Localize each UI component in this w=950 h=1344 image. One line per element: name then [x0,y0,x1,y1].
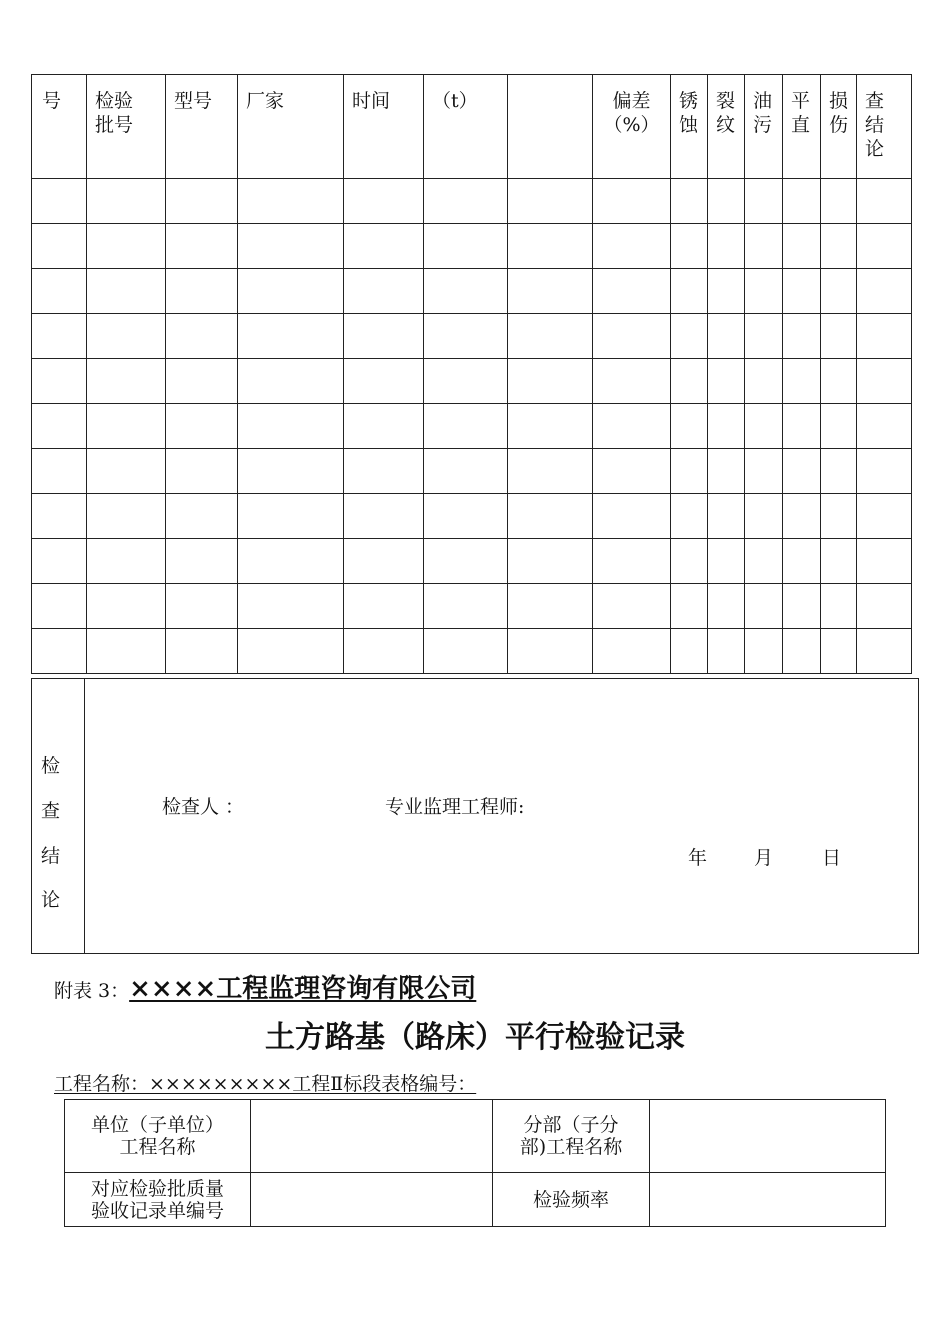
table-cell[interactable] [344,359,424,404]
table-cell[interactable] [821,224,857,269]
table-cell[interactable] [857,179,912,224]
header-text: 论 [865,138,885,160]
table-cell[interactable] [87,404,166,449]
table-cell[interactable] [708,269,745,314]
table-cell[interactable] [508,449,593,494]
table-cell[interactable] [708,224,745,269]
inspection-table [31,74,912,674]
table-row [32,449,912,494]
table-cell[interactable] [593,629,671,674]
column-header [821,75,857,179]
table-cell[interactable] [424,359,508,404]
table-cell[interactable] [508,584,593,629]
table-cell[interactable] [593,449,671,494]
table-cell[interactable] [238,359,344,404]
table-cell[interactable] [424,539,508,584]
table-cell[interactable] [32,629,87,674]
table-cell[interactable] [671,314,708,359]
table-cell[interactable] [745,494,783,539]
table-row [32,629,912,674]
table-cell[interactable] [166,359,238,404]
table-cell[interactable] [821,359,857,404]
table-cell[interactable] [238,404,344,449]
table-cell[interactable] [593,269,671,314]
table-cell[interactable] [32,269,87,314]
date-day: 日 [822,847,842,869]
table-cell[interactable] [87,494,166,539]
frequency-label: 检验频率 [493,1173,650,1227]
table-cell[interactable] [671,539,708,584]
table-cell[interactable] [424,494,508,539]
sub-project-value[interactable] [650,1100,886,1173]
table-cell[interactable] [708,584,745,629]
table-cell[interactable] [745,404,783,449]
inspector-label: 检查人 ： [162,796,245,818]
table-cell[interactable] [857,314,912,359]
table-cell[interactable] [593,584,671,629]
column-header [508,75,593,179]
table-cell[interactable] [344,269,424,314]
table-cell[interactable] [783,584,821,629]
table-cell[interactable] [508,224,593,269]
table-cell[interactable] [508,359,593,404]
table-cell[interactable] [783,179,821,224]
table-cell[interactable] [508,539,593,584]
table-cell[interactable] [671,449,708,494]
table-cell[interactable] [745,179,783,224]
header-text: 污 [753,114,773,136]
engineer-label: 专业监理工程师: [385,796,525,818]
table-row [32,179,912,224]
table-cell[interactable] [166,584,238,629]
table-cell[interactable] [593,539,671,584]
date-month: 月 [754,847,774,869]
form-title: 土方路基（路床）平行检验记录 [265,1020,685,1055]
table-cell[interactable] [238,449,344,494]
table-cell[interactable] [32,314,87,359]
table-cell[interactable] [671,359,708,404]
column-header [708,75,745,179]
table-cell[interactable] [708,629,745,674]
project-name-line: 工程名称：×××××××××工程Ⅱ标段表格编号： [54,1073,477,1095]
table-cell[interactable] [593,359,671,404]
info-row [65,1100,886,1173]
conclusion-side-label [32,679,85,953]
table-cell[interactable] [857,629,912,674]
table-cell[interactable] [857,359,912,404]
table-cell[interactable] [783,539,821,584]
table-cell[interactable] [821,629,857,674]
header-text: （%） [603,114,660,136]
column-header [745,75,783,179]
column-header [671,75,708,179]
table-cell[interactable] [424,629,508,674]
table-cell[interactable] [344,404,424,449]
table-cell[interactable] [238,494,344,539]
column-header [238,75,344,179]
table-cell[interactable] [32,179,87,224]
header-text: 伤 [829,114,849,136]
header-text: 直 [791,114,811,136]
table-row [32,494,912,539]
header-text: 平 [791,90,811,112]
table-cell[interactable] [745,629,783,674]
table-cell[interactable] [745,539,783,584]
table-body [32,179,912,674]
table-cell[interactable] [238,629,344,674]
header-text: 结 [865,114,885,136]
header-text: 型号 [174,90,213,112]
column-header [344,75,424,179]
header-text: 偏差 [612,90,651,112]
table-cell[interactable] [821,494,857,539]
header-text: 纹 [716,114,736,136]
table-cell[interactable] [508,314,593,359]
table-cell[interactable] [671,179,708,224]
table-cell[interactable] [344,629,424,674]
table-cell[interactable] [508,269,593,314]
side-char: 检 [41,755,61,777]
table-cell[interactable] [745,224,783,269]
table-cell[interactable] [745,359,783,404]
table-cell[interactable] [708,539,745,584]
table-cell[interactable] [424,224,508,269]
table-cell[interactable] [708,404,745,449]
table-cell[interactable] [424,314,508,359]
table-cell[interactable] [87,359,166,404]
column-header [593,75,671,179]
date-year: 年 [688,847,708,869]
table-cell[interactable] [857,494,912,539]
table-cell[interactable] [745,584,783,629]
column-header [32,75,87,179]
header-text: 锈 [679,90,699,112]
table-cell[interactable] [708,449,745,494]
table-cell[interactable] [166,494,238,539]
table-cell[interactable] [671,404,708,449]
table-cell[interactable] [238,224,344,269]
sub-project-label: 分部（子分 部)工程名称 [493,1100,650,1173]
column-header [783,75,821,179]
table-row [32,359,912,404]
inspection-conclusion-box [31,678,919,954]
table-cell[interactable] [783,404,821,449]
table-cell[interactable] [508,179,593,224]
header-text: 批号 [95,114,134,136]
table-cell[interactable] [87,314,166,359]
table-cell[interactable] [344,584,424,629]
table-cell[interactable] [344,449,424,494]
table-cell[interactable] [783,314,821,359]
table-cell[interactable] [166,314,238,359]
table-row [32,404,912,449]
header-text: 检验 [95,90,134,112]
table-row [32,269,912,314]
table-cell[interactable] [238,539,344,584]
info-row [65,1173,886,1227]
table-cell[interactable] [87,224,166,269]
table-cell[interactable] [424,269,508,314]
table-cell[interactable] [593,494,671,539]
table-cell[interactable] [424,404,508,449]
table-row [32,539,912,584]
table-cell[interactable] [783,359,821,404]
table-cell[interactable] [821,404,857,449]
table-cell[interactable] [671,224,708,269]
table-cell[interactable] [821,314,857,359]
header-text: 厂家 [246,90,285,112]
table-cell[interactable] [166,539,238,584]
table-cell[interactable] [593,179,671,224]
table-cell[interactable] [238,584,344,629]
table-cell[interactable] [32,584,87,629]
table-cell[interactable] [166,404,238,449]
header-text: 裂 [716,90,736,112]
record-number-label: 对应检验批质量 验收记录单编号 [65,1173,251,1227]
table-cell[interactable] [671,269,708,314]
side-char: 结 [41,845,61,867]
table-cell[interactable] [821,584,857,629]
table-cell[interactable] [87,269,166,314]
project-info-table [64,1099,886,1227]
table-cell[interactable] [32,494,87,539]
table-cell[interactable] [593,314,671,359]
table-header-row [32,75,912,179]
table-cell[interactable] [344,179,424,224]
table-cell[interactable] [87,179,166,224]
table-cell[interactable] [593,224,671,269]
header-text: 蚀 [679,114,699,136]
table-cell[interactable] [821,449,857,494]
column-header [166,75,238,179]
table-cell[interactable] [166,269,238,314]
table-cell[interactable] [87,584,166,629]
table-cell[interactable] [708,494,745,539]
table-cell[interactable] [671,494,708,539]
table-cell[interactable] [238,179,344,224]
table-cell[interactable] [238,269,344,314]
header-text: 查 [865,90,885,112]
table-cell[interactable] [857,404,912,449]
appendix-header [54,968,476,1005]
table-cell[interactable] [424,179,508,224]
frequency-value[interactable] [650,1173,886,1227]
table-cell[interactable] [783,629,821,674]
table-cell[interactable] [783,449,821,494]
header-text: 号 [42,90,62,112]
table-cell[interactable] [32,404,87,449]
table-cell[interactable] [344,494,424,539]
table-cell[interactable] [783,269,821,314]
table-cell[interactable] [508,494,593,539]
table-row [32,314,912,359]
table-cell[interactable] [857,449,912,494]
table-cell[interactable] [745,449,783,494]
table-cell[interactable] [857,269,912,314]
table-cell[interactable] [32,539,87,584]
table-cell[interactable] [708,314,745,359]
table-cell[interactable] [166,179,238,224]
table-cell[interactable] [32,224,87,269]
table-row [32,584,912,629]
header-text: 油 [753,90,773,112]
appendix-prefix: 附表 3： [54,980,130,1002]
table-cell[interactable] [87,449,166,494]
table-cell[interactable] [708,179,745,224]
company-name: ××××工程监理咨询有限公司 [129,974,477,1004]
column-header [87,75,166,179]
table-cell[interactable] [166,224,238,269]
table-cell[interactable] [508,404,593,449]
table-cell[interactable] [821,539,857,584]
table-cell[interactable] [424,584,508,629]
record-number-value[interactable] [251,1173,493,1227]
table-cell[interactable] [708,359,745,404]
header-text: （t） [432,90,478,112]
table-cell[interactable] [87,629,166,674]
table-cell[interactable] [783,494,821,539]
table-cell[interactable] [671,629,708,674]
table-cell[interactable] [424,449,508,494]
table-cell[interactable] [32,449,87,494]
table-cell[interactable] [593,404,671,449]
table-cell[interactable] [166,629,238,674]
unit-project-value[interactable] [251,1100,493,1173]
header-text: 时间 [352,90,391,112]
side-char: 论 [41,889,61,911]
table-cell[interactable] [857,224,912,269]
table-cell[interactable] [87,539,166,584]
header-text: 损 [829,90,849,112]
table-cell[interactable] [32,359,87,404]
table-cell[interactable] [783,224,821,269]
table-row [32,224,912,269]
table-cell[interactable] [344,539,424,584]
table-cell[interactable] [238,314,344,359]
unit-project-label: 单位（子单位） 工程名称 [65,1100,251,1173]
table-cell[interactable] [344,314,424,359]
table-cell[interactable] [745,314,783,359]
table-cell[interactable] [857,539,912,584]
table-cell[interactable] [745,269,783,314]
table-cell[interactable] [508,629,593,674]
table-cell[interactable] [821,179,857,224]
table-cell[interactable] [166,449,238,494]
side-char: 查 [41,800,61,822]
column-header [424,75,508,179]
table-cell[interactable] [671,584,708,629]
table-cell[interactable] [344,224,424,269]
table-cell[interactable] [857,584,912,629]
column-header [857,75,912,179]
table-cell[interactable] [821,269,857,314]
